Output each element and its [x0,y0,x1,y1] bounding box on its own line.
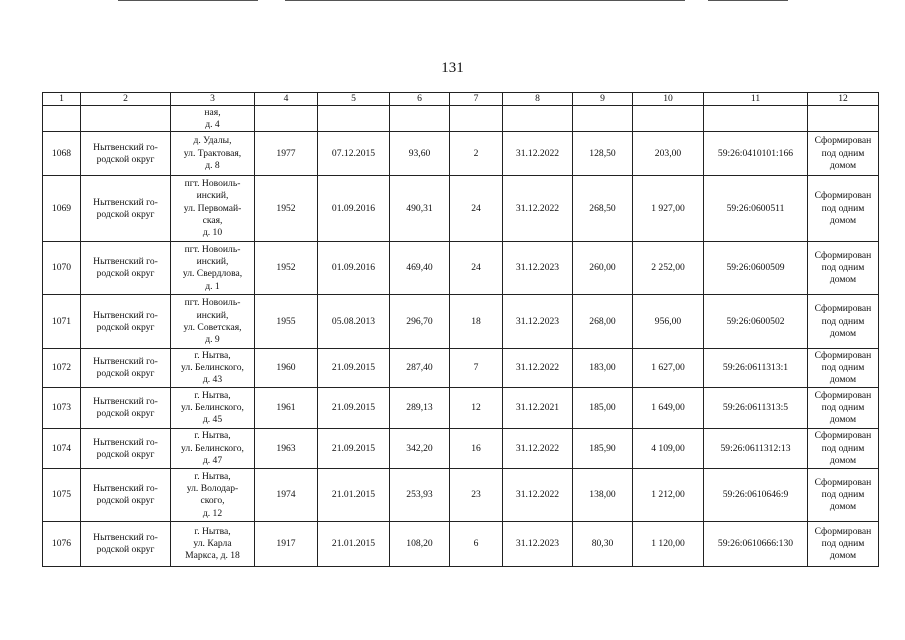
col-header: 9 [573,93,633,106]
deadline-cell: 31.12.2022 [503,349,573,388]
col-header: 4 [255,93,318,106]
municipality-cell: Нытвенский го- родской округ [81,132,171,176]
area-cell: 342,20 [390,429,450,469]
cadastral-number-cell: 59:26:0600511 [704,176,808,242]
table-row [43,132,879,176]
value-cell: 2 252,00 [633,242,704,295]
deadline-cell: 31.12.2022 [503,132,573,176]
address-cell: пгт. Новоиль- инский, ул. Свердлова, д. 1 [171,242,255,295]
municipality-cell: Нытвенский го- родской округ [81,349,171,388]
cadastral-number-cell: 59:26:0611313:5 [704,388,808,429]
table-row [43,176,879,242]
deadline-cell: 31.12.2021 [503,388,573,429]
cadastral-number-cell: 59:26:0611313:1 [704,349,808,388]
value-cell: 80,30 [573,522,633,567]
top-rule-left [118,0,258,1]
address-cell: г. Нытва, ул. Белинского, д. 43 [171,349,255,388]
address-cell: г. Нытва, ул. Карла Маркса, д. 18 [171,522,255,567]
deadline-cell: 31.12.2023 [503,522,573,567]
address-cell: г. Нытва, ул. Белинского, д. 45 [171,388,255,429]
value-cell: 138,00 [573,469,633,522]
address-cell: ная, д. 4 [171,106,255,132]
row-number-cell: 1071 [43,295,81,349]
col-header: 3 [171,93,255,106]
area-cell: 289,13 [390,388,450,429]
value-cell: 4 109,00 [633,429,704,469]
date-cell: 07.12.2015 [318,132,390,176]
col-header: 1 [43,93,81,106]
year-cell: 1977 [255,132,318,176]
cadastral-number-cell: 59:26:0610666:130 [704,522,808,567]
deadline-cell: 31.12.2022 [503,469,573,522]
value-cell: 183,00 [573,349,633,388]
value-cell: 185,00 [573,388,633,429]
date-cell: 21.01.2015 [318,522,390,567]
table-row [43,295,879,349]
deadline-cell: 31.12.2023 [503,242,573,295]
row-number-cell: 1075 [43,469,81,522]
year-cell: 1955 [255,295,318,349]
status-cell: Сформирован под одним домом [808,295,879,349]
address-cell: пгт. Новоиль- инский, ул. Первомай- ская, д. 10 [171,176,255,242]
col-header: 8 [503,93,573,106]
table-row [43,469,879,522]
date-cell: 21.09.2015 [318,349,390,388]
value-cell: 260,00 [573,242,633,295]
value-cell: 1 627,00 [633,349,704,388]
year-cell: 1963 [255,429,318,469]
deadline-cell: 31.12.2023 [503,295,573,349]
residents-cell: 7 [450,349,503,388]
continuation-row [43,106,879,132]
row-number-cell: 1070 [43,242,81,295]
municipality-cell: Нытвенский го- родской округ [81,388,171,429]
col-header: 11 [704,93,808,106]
table-body [43,106,879,567]
row-number-cell: 1068 [43,132,81,176]
date-cell: 01.09.2016 [318,242,390,295]
year-cell: 1952 [255,176,318,242]
residents-cell: 18 [450,295,503,349]
value-cell: 268,00 [573,295,633,349]
area-cell: 490,31 [390,176,450,242]
deadline-cell: 31.12.2022 [503,176,573,242]
area-cell: 469,40 [390,242,450,295]
area-cell: 296,70 [390,295,450,349]
date-cell: 01.09.2016 [318,176,390,242]
status-cell: Сформирован под одним домом [808,349,879,388]
value-cell: 1 212,00 [633,469,704,522]
residents-cell: 24 [450,242,503,295]
cadastral-number-cell: 59:26:0600502 [704,295,808,349]
col-header: 12 [808,93,879,106]
municipality-cell: Нытвенский го- родской округ [81,176,171,242]
year-cell: 1974 [255,469,318,522]
status-cell: Сформирован под одним домом [808,132,879,176]
residents-cell: 12 [450,388,503,429]
page-number: 131 [441,60,464,76]
col-header: 7 [450,93,503,106]
row-number-cell: 1073 [43,388,81,429]
table-row [43,429,879,469]
status-cell: Сформирован под одним домом [808,242,879,295]
row-number-cell: 1072 [43,349,81,388]
municipality-cell: Нытвенский го- родской округ [81,522,171,567]
address-cell: пгт. Новоиль- инский, ул. Советская, д. 9 [171,295,255,349]
col-header: 2 [81,93,171,106]
municipality-cell: Нытвенский го- родской округ [81,469,171,522]
municipality-cell: Нытвенский го- родской округ [81,295,171,349]
value-cell: 268,50 [573,176,633,242]
residents-cell: 2 [450,132,503,176]
residents-cell: 6 [450,522,503,567]
table-row [43,242,879,295]
date-cell: 21.09.2015 [318,388,390,429]
table-header [43,93,879,106]
row-number-cell: 1074 [43,429,81,469]
municipality-cell: Нытвенский го- родской округ [81,242,171,295]
cadastral-number-cell: 59:26:0611312:13 [704,429,808,469]
table-row [43,349,879,388]
column-number-row [43,93,879,106]
area-cell: 287,40 [390,349,450,388]
top-rule-right [708,0,788,1]
status-cell: Сформирован под одним домом [808,469,879,522]
status-cell: Сформирован под одним домом [808,388,879,429]
cadastral-number-cell: 59:26:0600509 [704,242,808,295]
date-cell: 05.08.2013 [318,295,390,349]
cadastral-number-cell: 59:26:0410101:166 [704,132,808,176]
area-cell: 253,93 [390,469,450,522]
area-cell: 108,20 [390,522,450,567]
address-cell: д. Удалы, ул. Трактовая, д. 8 [171,132,255,176]
year-cell: 1952 [255,242,318,295]
row-number-cell: 1069 [43,176,81,242]
table-row [43,522,879,567]
value-cell: 1 649,00 [633,388,704,429]
date-cell: 21.01.2015 [318,469,390,522]
residents-cell: 16 [450,429,503,469]
year-cell: 1961 [255,388,318,429]
deadline-cell: 31.12.2022 [503,429,573,469]
col-header: 5 [318,93,390,106]
top-rule-center [285,0,685,1]
housing-table [42,92,879,567]
municipality-cell: Нытвенский го- родской округ [81,429,171,469]
residents-cell: 24 [450,176,503,242]
status-cell: Сформирован под одним домом [808,522,879,567]
year-cell: 1960 [255,349,318,388]
row-number-cell: 1076 [43,522,81,567]
date-cell: 21.09.2015 [318,429,390,469]
residents-cell: 23 [450,469,503,522]
value-cell: 203,00 [633,132,704,176]
value-cell: 1 927,00 [633,176,704,242]
value-cell: 956,00 [633,295,704,349]
address-cell: г. Нытва, ул. Белинского, д. 47 [171,429,255,469]
year-cell: 1917 [255,522,318,567]
area-cell: 93,60 [390,132,450,176]
address-cell: г. Нытва, ул. Володар- ского, д. 12 [171,469,255,522]
status-cell: Сформирован под одним домом [808,429,879,469]
status-cell: Сформирован под одним домом [808,176,879,242]
value-cell: 128,50 [573,132,633,176]
cadastral-number-cell: 59:26:0610646:9 [704,469,808,522]
table-row [43,388,879,429]
col-header: 10 [633,93,704,106]
value-cell: 1 120,00 [633,522,704,567]
value-cell: 185,90 [573,429,633,469]
col-header: 6 [390,93,450,106]
